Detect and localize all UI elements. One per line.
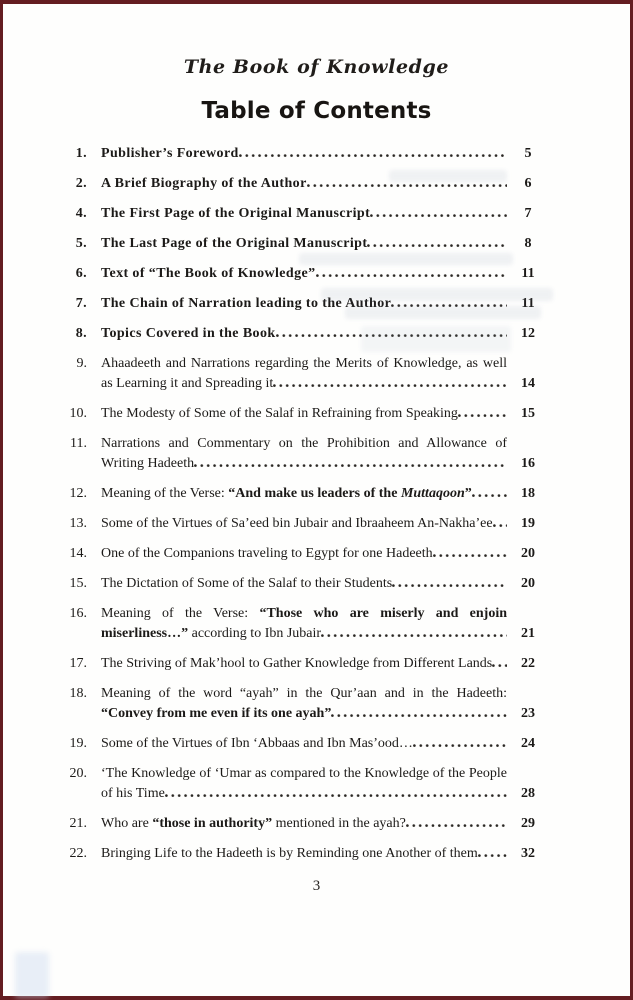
toc-entry-title [101,684,507,724]
toc-entry-title [101,654,507,674]
toc-entry-title [101,734,507,754]
toc-entry-page: 28 [521,786,535,801]
toc-entry [59,234,543,254]
toc-entry-number: 1. [75,146,87,161]
toc-entry [59,764,543,804]
toc-entry-number: 9. [76,356,87,371]
toc-entry-page: 11 [521,296,535,311]
toc-entry-text-segment: Meaning of the Verse: [101,606,260,621]
toc-entry [59,324,543,344]
toc-entry-text-segment: “Those who are miserly and enjoin miserliness…” [101,606,507,641]
toc-entry-text-segment: Who are [101,816,153,831]
toc-entry-text [101,546,433,561]
toc-entry [59,654,543,674]
toc-entry-text-segment: “And make us leaders of the [228,486,401,501]
toc-entry [59,574,543,594]
toc-entry-text [101,326,276,341]
toc-entry-text-segment: Topics Covered in the Book [101,326,276,341]
toc-entry-text-segment: Bringing Life to the Hadeeth is by Reminding one Another of them [101,846,478,861]
toc-entry-text [101,146,239,161]
toc-entry-text-segment: ‘The Knowledge of ‘Umar as compared to the Knowledge of the People of his Time [101,766,507,801]
toc-entry-text [101,206,370,221]
toc-entry [59,434,543,474]
toc-entry-page: 6 [524,176,532,191]
toc-entry-text [101,436,507,471]
toc-entry-number: 6. [75,266,87,281]
toc-entry [59,544,543,564]
toc-entry-title [101,174,507,194]
toc-entry-title [101,604,507,644]
toc-entry [59,844,543,864]
toc-entry-text-segment: Some of the Virtues of Sa’eed bin Jubair and Ibraaheem An-Nakha’ee [101,516,493,531]
toc-entry-text [101,816,406,831]
toc-entry [59,734,543,754]
toc-entry-text-segment: Some of the Virtues of Ibn ‘Abbaas and Ibn Mas’ood… [101,736,413,751]
toc-entry-text-segment: Muttaqoon [400,486,465,501]
toc-entry-number: 12. [69,486,87,501]
toc-entry [59,174,543,194]
toc-entry-text-segment: The Dictation of Some of the Salaf to their Students [101,576,393,591]
toc-entry-text-segment: Text of “The Book of Knowledge” [101,266,316,281]
toc-entry-text [101,266,316,281]
toc-entry-title [101,324,507,344]
toc-entry-number: 20. [69,766,87,781]
toc-entry-title [101,484,507,504]
toc-entry [59,514,543,534]
toc-entry-text [101,736,413,751]
toc-entry-number: 13. [69,516,87,531]
toc-entry-page: 23 [521,706,535,721]
toc-entry-text [101,356,507,391]
toc-entry-text [101,176,307,191]
toc-entry [59,404,543,424]
toc-entry-page: 20 [521,576,535,591]
toc-entry-text-segment: A Brief Biography of the Author [101,176,307,191]
toc-entry-page: 22 [521,656,535,671]
toc-entry [59,354,543,394]
page-number: 3 [312,878,321,894]
toc-entry-title [101,514,507,534]
toc-entry-text [101,296,391,311]
toc-entry [59,264,543,284]
toc-entry-page: 24 [521,736,535,751]
toc-entry-title [101,204,507,224]
toc-list [3,144,630,864]
toc-entry-title [101,234,507,254]
toc-entry-title [101,354,507,394]
toc-entry-page: 11 [521,266,535,281]
toc-entry-number: 14. [69,546,87,561]
toc-entry-text-segment: Meaning of the Verse: [101,486,229,501]
toc-entry [59,484,543,504]
toc-entry [59,604,543,644]
toc-entry-title [101,814,507,834]
toc-entry-page: 20 [521,546,535,561]
toc-entry-text [101,516,493,531]
toc-entry-page: 12 [521,326,535,341]
toc-entry-page: 19 [521,516,535,531]
toc-entry-number: 2. [75,176,87,191]
toc-entry [59,684,543,724]
toc-entry [59,294,543,314]
toc-entry-page: 7 [524,206,532,221]
page-title: Table of Contents [201,98,432,124]
toc-entry-number: 22. [69,846,87,861]
toc-entry-title [101,144,507,164]
toc-entry-text-segment: The Modesty of Some of the Salaf in Refraining from Speaking [101,406,458,421]
toc-entry-page: 15 [521,406,535,421]
toc-entry-page: 29 [521,816,535,831]
toc-entry-number: 19. [69,736,87,751]
toc-entry-text-segment: Ahaadeeth and Narrations regarding the Merits of Knowledge, as well as Learning it and Spreading it [101,356,507,391]
toc-entry-page: 32 [521,846,535,861]
toc-entry-title [101,294,507,314]
toc-entry-text-segment: The Chain of Narration leading to the Author [101,296,392,311]
toc-entry-text [101,606,507,641]
toc-entry-title [101,764,507,804]
toc-entry-number: 5. [75,236,87,251]
running-header-title: The Book of Knowledge [183,56,450,78]
toc-entry-page: 8 [524,236,532,251]
toc-entry-title [101,404,507,424]
toc-entry-page: 21 [521,626,535,641]
toc-entry-text-segment: mentioned in the ayah? [272,816,406,831]
toc-entry-text [101,576,392,591]
toc-entry-number: 7. [75,296,87,311]
toc-entry-text-segment: Narrations and Commentary on the Prohibition and Allowance of Writing Hadeeth [101,436,507,471]
toc-entry-text [101,486,472,501]
toc-entry-text [101,236,367,251]
toc-entry [59,144,543,164]
toc-entry-text-segment: ” [464,486,472,501]
toc-entry-title [101,574,507,594]
toc-entry-number: 16. [69,606,87,621]
toc-entry-text-segment: The First Page of the Original Manuscript [101,206,371,221]
toc-entry-number: 21. [69,816,87,831]
toc-entry-page: 16 [521,456,535,471]
toc-entry-number: 15. [69,576,87,591]
toc-entry-title [101,434,507,474]
toc-entry-text-segment: One of the Companions traveling to Egypt for one Hadeeth [101,546,433,561]
toc-entry-text-segment: “those in authority” [152,816,273,831]
toc-entry-number: 10. [69,406,87,421]
toc-entry-text-segment: Meaning of the word “ayah” in the Qur’aan and in the Hadeeth: [101,686,507,701]
toc-entry-page: 14 [521,376,535,391]
toc-entry-number: 8. [75,326,87,341]
toc-entry-number: 17. [69,656,87,671]
toc-entry-text [101,846,478,861]
toc-entry-text-segment: according to Ibn Jubair [188,626,322,641]
toc-entry-title [101,544,507,564]
toc-entry-title [101,844,507,864]
toc-entry-text-segment: Publisher’s Foreword [101,146,239,161]
toc-entry-page: 18 [521,486,535,501]
scan-smudge-artifact [15,952,49,998]
toc-entry-number: 4. [75,206,87,221]
toc-entry-text [101,406,458,421]
toc-entry-number: 18. [69,686,87,701]
toc-entry-text-segment: “Convey from me even if its one ayah” [101,706,332,721]
running-header [3,56,630,78]
toc-entry-title [101,264,507,284]
toc-entry-text [101,686,507,721]
toc-entry-text-segment: The Last Page of the Original Manuscript [101,236,368,251]
toc-entry-page: 5 [524,146,532,161]
toc-entry-text-segment: The Striving of Mak’hool to Gather Knowledge from Different Lands [101,656,493,671]
toc-entry-text [101,656,492,671]
toc-entry [59,204,543,224]
toc-entry [59,814,543,834]
toc-entry-number: 11. [70,436,87,451]
toc-entry-text [101,766,507,801]
